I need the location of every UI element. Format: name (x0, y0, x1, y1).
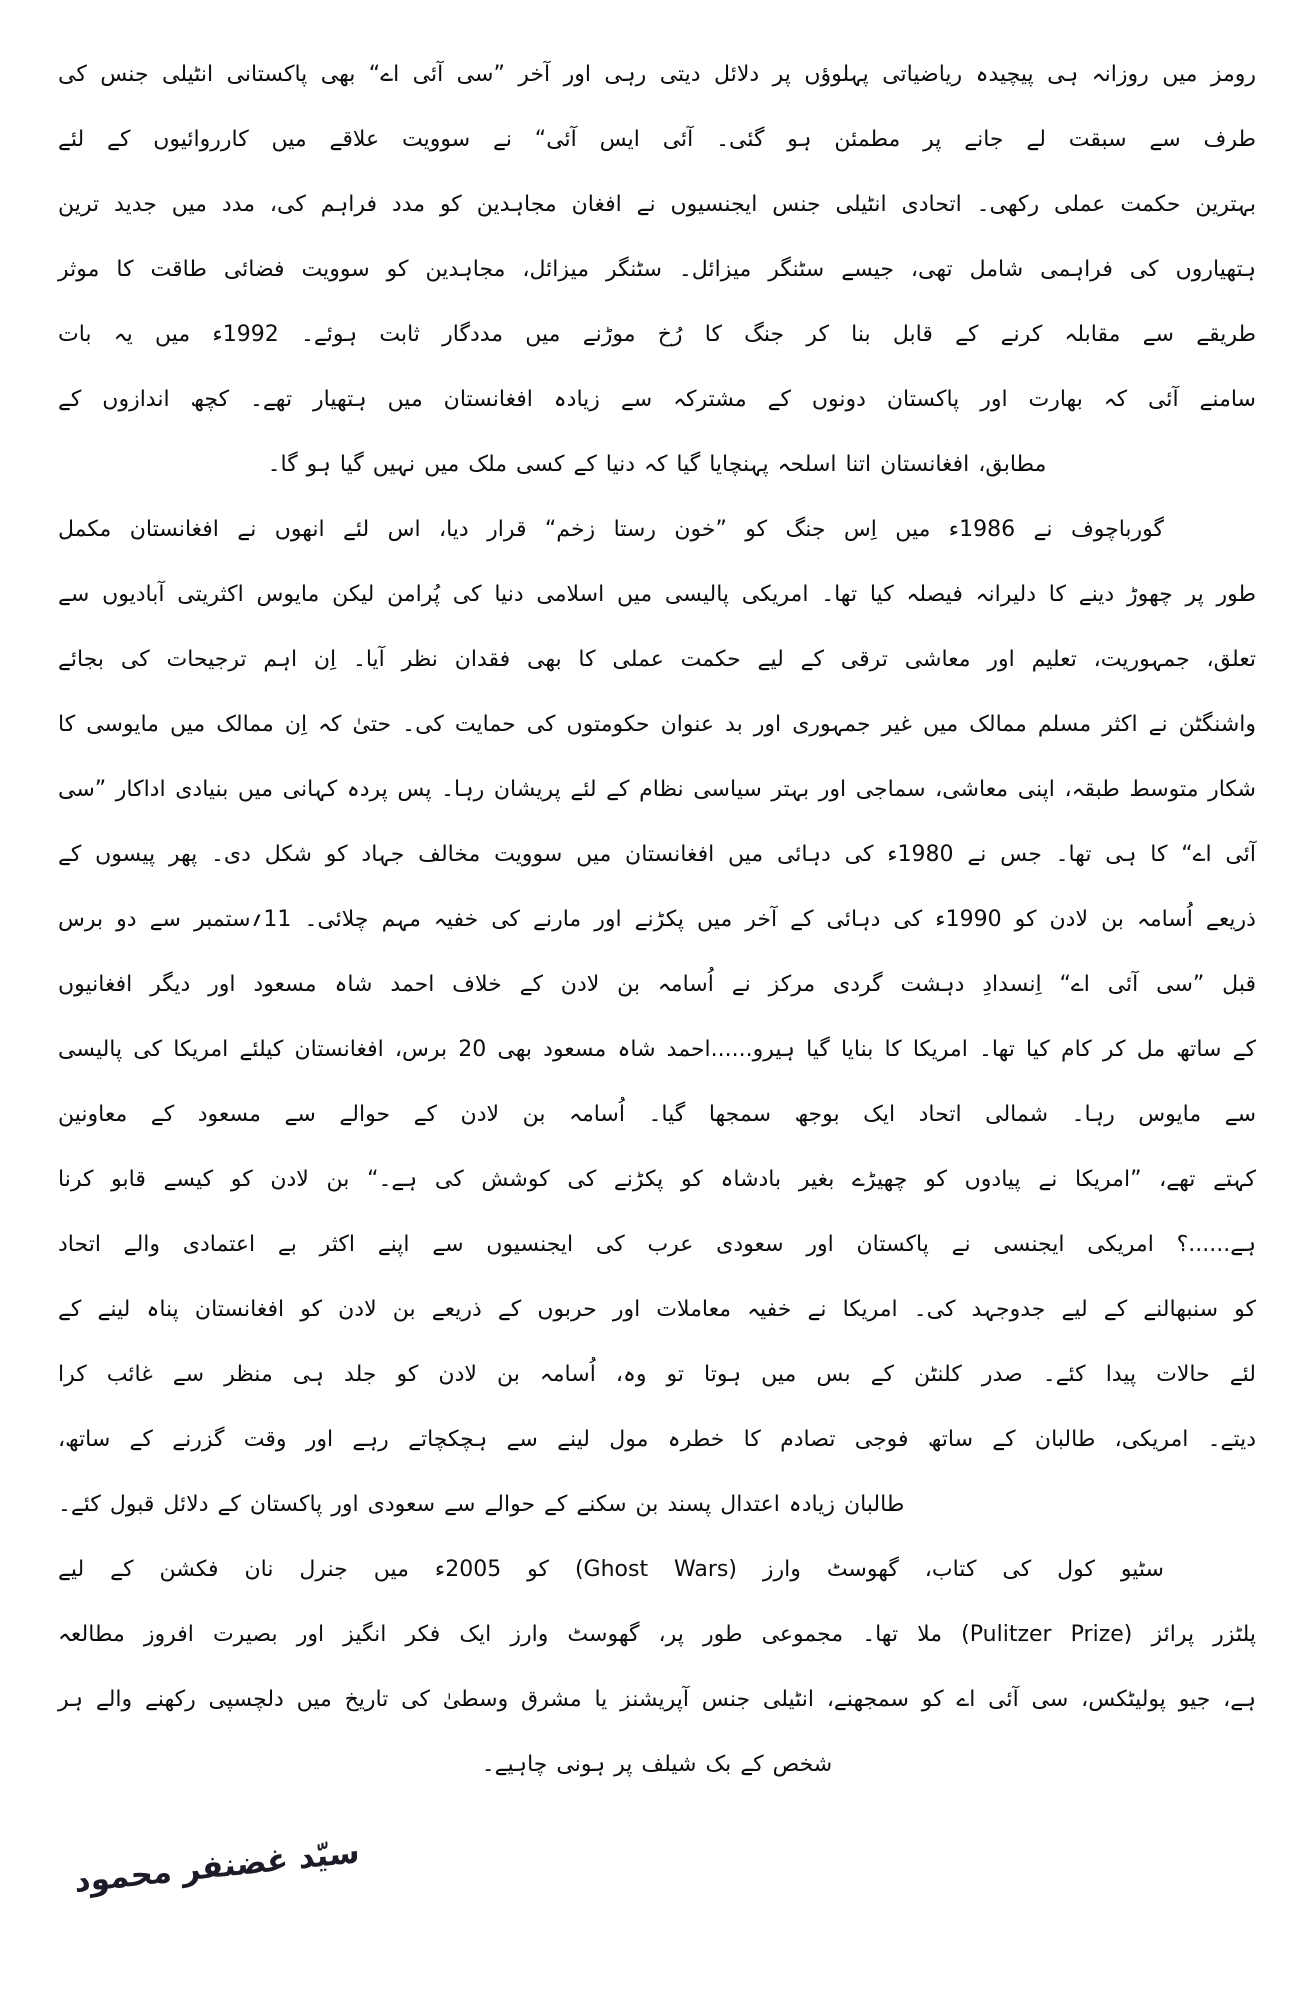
text-line: ہے، جیو پولیٹکس، سی آئی اے کو سمجھنے، انٹیلی جنس آپریشنز یا مشرق وسطیٰ کی تاریخ میں دلچسپی رکھنے والے ہر (58, 1687, 1256, 1712)
text-line: بہترین حکمت عملی رکھی۔ اتحادی انٹیلی جنس ایجنسیوں نے افغان مجاہدین کو مدد فراہم کی، مدد میں جدید ترین (58, 192, 1256, 217)
signature: سیّد غضنفر محمود (74, 1834, 361, 1900)
signature-row (58, 1834, 1256, 1900)
text-line: کو سنبھالنے کے لیے جدوجہد کی۔ امریکا نے خفیہ معاملات اور حربوں کے ذریعے بن لادن کو افغانستان پناہ لینے کے (58, 1297, 1256, 1322)
text-line: قبل ”سی آئی اے“ اِنسدادِ دہشت گردی مرکز نے اُسامہ بن لادن کے خلاف احمد شاہ مسعود اور دیگر افغانیوں (58, 972, 1256, 997)
text-line: طریقے سے مقابلہ کرنے کے قابل بنا کر جنگ کا رُخ موڑنے میں مددگار ثابت ہوئے۔ 1992ء میں یہ بات (58, 322, 1256, 347)
text-line: طور پر چھوڑ دینے کا دلیرانہ فیصلہ کیا تھا۔ امریکی پالیسی میں اسلامی دنیا کی پُرامن لیکن مایوس اکثریتی آبادیوں سے (58, 582, 1256, 607)
text-line: ہتھیاروں کی فراہمی شامل تھی، جیسے سٹنگر میزائل۔ سٹنگر میزائل، مجاہدین کو سوویت فضائی طاقت کا موثر (58, 257, 1256, 282)
text-line: شخص کے بک شیلف پر ہونی چاہیے۔ (481, 1752, 833, 1777)
paragraph (58, 497, 1256, 1537)
text-line: سے مایوس رہا۔ شمالی اتحاد ایک بوجھ سمجھا گیا۔ اُسامہ بن لادن کے حوالے سے مسعود کے معاونین (58, 1102, 1256, 1127)
text-line: تعلق، جمہوریت، تعلیم اور معاشی ترقی کے لیے حکمت عملی کا بھی فقدان نظر آیا۔ اِن اہم ترجیحات کی بجائے (58, 647, 1256, 672)
text-line: سٹیو کول کی کتاب، گھوسٹ وارز (Ghost Wars) کو 2005ء میں جنرل نان فکشن کے لیے (58, 1557, 1164, 1582)
paragraph (58, 1537, 1256, 1797)
text-line: مطابق، افغانستان اتنا اسلحہ پہنچایا گیا کہ دنیا کے کسی ملک میں نہیں گیا ہو گا۔ (267, 452, 1047, 477)
text-line: طالبان زیادہ اعتدال پسند بن سکنے کے حوالے سے سعودی اور پاکستان کے دلائل قبول کئے۔ (58, 1492, 905, 1517)
text-line: رومز میں روزانہ ہی پیچیدہ ریاضیاتی پہلوؤں پر دلائل دیتی رہی اور آخر ”سی آئی اے“ بھی پاکستانی انٹیلی جنس کی (58, 62, 1256, 87)
text-line: ذریعے اُسامہ بن لادن کو 1990ء کی دہائی کے آخر میں پکڑنے اور مارنے کی خفیہ مہم چلائی۔ 11؍ستمبر سے دو برس (58, 907, 1256, 932)
text-line: لئے حالات پیدا کئے۔ صدر کلنٹن کے بس میں ہوتا تو وہ، اُسامہ بن لادن کو جلد ہی منظر سے غائب کرا (58, 1362, 1256, 1387)
text-line: ہے......؟ امریکی ایجنسی نے پاکستان اور سعودی عرب کی ایجنسیوں سے اپنے اکثر بے اعتمادی والے اتحاد (58, 1232, 1256, 1257)
text-line: دیتے۔ امریکی، طالبان کے ساتھ فوجی تصادم کا خطرہ مول لینے سے ہچکچاتے رہے اور وقت گزرنے کے ساتھ، (58, 1427, 1256, 1452)
text-line: کے ساتھ مل کر کام کیا تھا۔ امریکا کا بنایا گیا ہیرو......احمد شاہ مسعود بھی 20 برس، افغانستان کیلئے امریکا کی پالیسی (58, 1037, 1256, 1062)
text-line: گورباچوف نے 1986ء میں اِس جنگ کو ”خون رستا زخم“ قرار دیا، اس لئے انھوں نے افغانستان مکمل (58, 517, 1165, 542)
text-line: سامنے آئی کہ بھارت اور پاکستان دونوں کے مشترکہ سے زیادہ افغانستان میں ہتھیار تھے۔ کچھ اندازوں کے (58, 387, 1256, 412)
text-line: شکار متوسط طبقہ، اپنی معاشی، سماجی اور بہتر سیاسی نظام کے لئے پریشان رہا۔ پس پردہ کہانی میں بنیادی اداکار ”سی (58, 777, 1256, 802)
paragraph (58, 42, 1256, 497)
text-line: واشنگٹن نے اکثر مسلم ممالک میں غیر جمہوری اور بد عنوان حکومتوں کی حمایت کی۔ حتیٰ کہ اِن ممالک میں مایوسی کا (58, 712, 1256, 737)
text-line: پلٹزر پرائز (Pulitzer Prize) ملا تھا۔ مجموعی طور پر، گھوسٹ وارز ایک فکر انگیز اور بصیرت افروز مطالعہ (58, 1622, 1256, 1647)
text-line: کہتے تھے، ”امریکا نے پیادوں کو چھیڑے بغیر بادشاہ کو پکڑنے کی کوشش کی ہے۔“ بن لادن کو کیسے قابو کرنا (58, 1167, 1256, 1192)
text-line: آئی اے“ کا ہی تھا۔ جس نے 1980ء کی دہائی میں افغانستان میں سوویت مخالف جہاد کو شکل دی۔ پھر پیسوں کے (58, 842, 1256, 867)
text-line: طرف سے سبقت لے جانے پر مطمئن ہو گئی۔ آئی ایس آئی“ نے سوویت علاقے میں کارروائیوں کے لئے (58, 127, 1256, 152)
